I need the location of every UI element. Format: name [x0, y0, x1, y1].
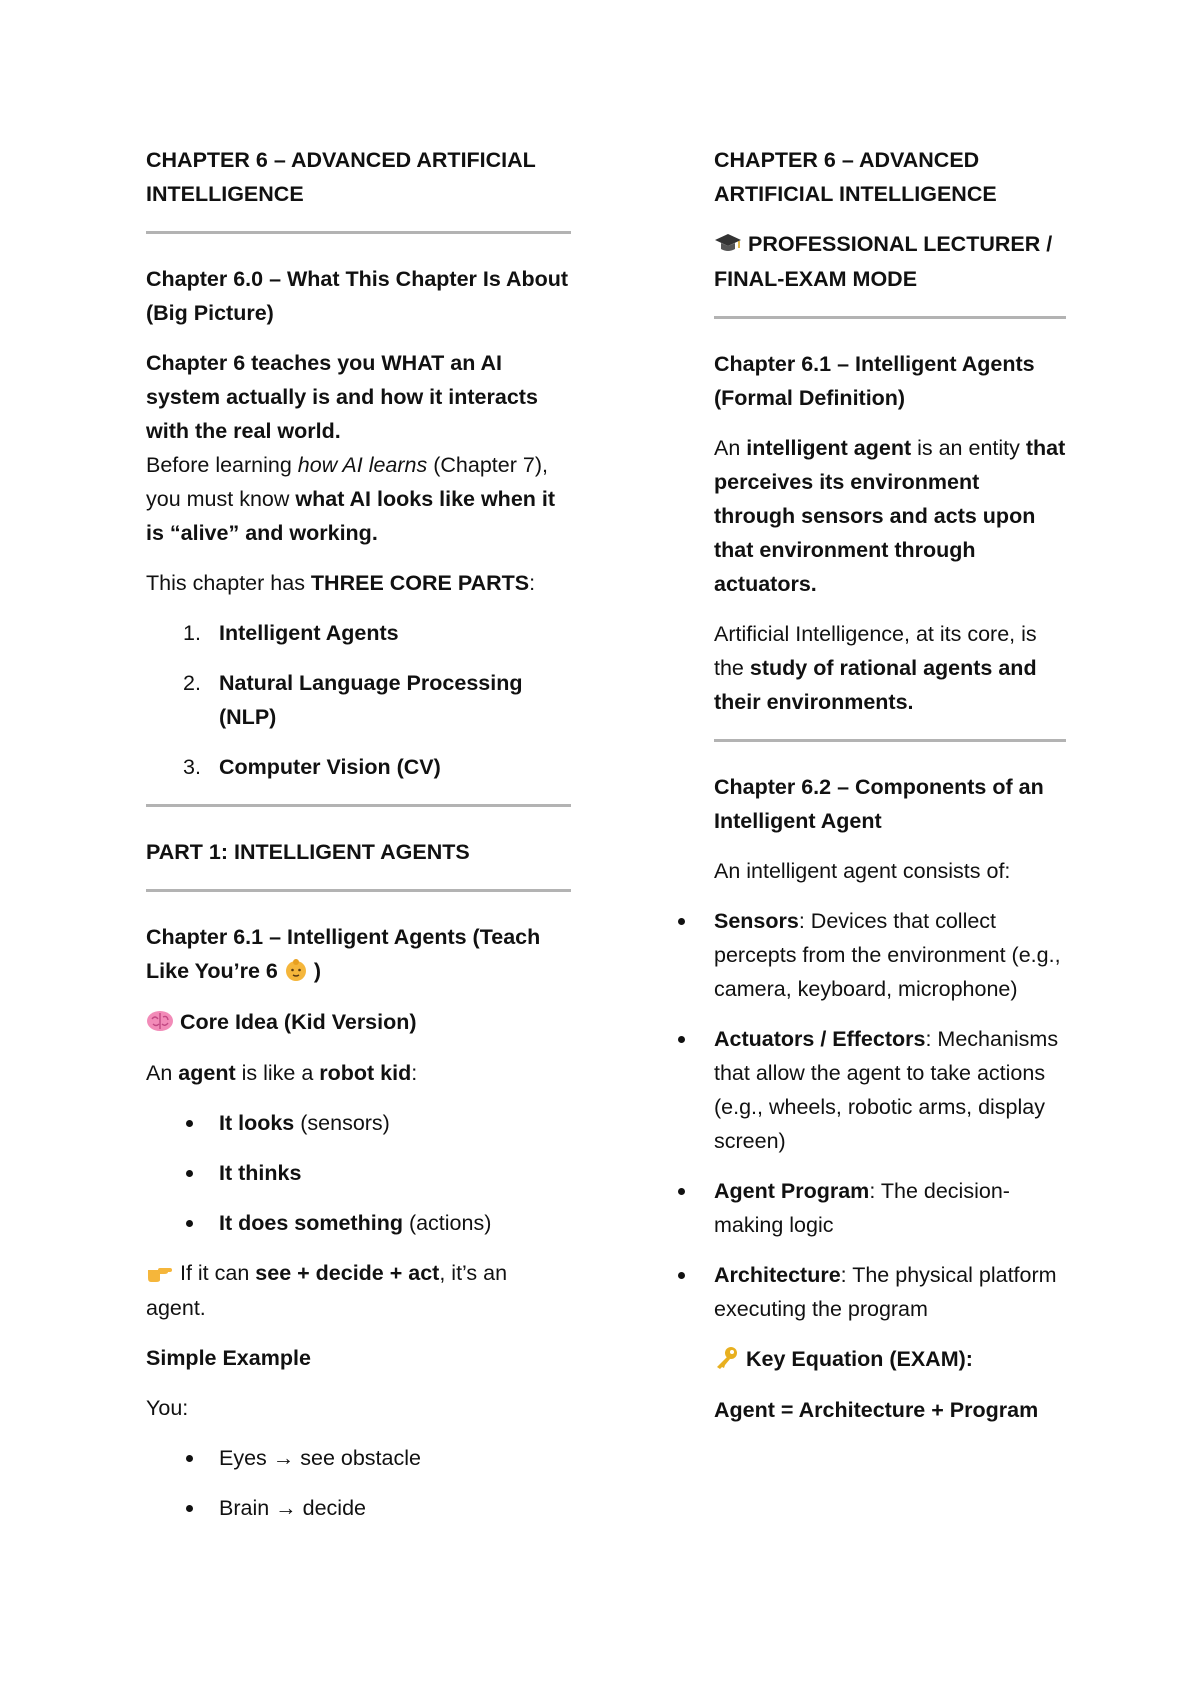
right-column — [714, 143, 1066, 1443]
core-parts-list — [146, 616, 571, 784]
list-item: Agent Program: The decision-making logic — [674, 1174, 1066, 1242]
left-column — [146, 143, 571, 1541]
agent-abilities-list — [146, 1106, 571, 1240]
you-label: You: — [146, 1396, 189, 1420]
simple-example-heading: Simple Example — [146, 1346, 311, 1370]
mode-heading: PROFESSIONAL LECTURER / FINAL-EXAM MODE — [714, 227, 1066, 296]
chapter-title: CHAPTER 6 – ADVANCED ARTIFICIAL INTELLIGENCE — [714, 148, 997, 206]
prerequisite-paragraph: Before learning how AI learns (Chapter 7), you must know what AI looks like when it is “alive” and working. — [146, 453, 556, 545]
parts-intro: This chapter has THREE CORE PARTS: — [146, 571, 536, 595]
components-list — [674, 904, 1066, 1326]
example-list — [146, 1441, 571, 1525]
graduation-cap-icon — [714, 228, 742, 262]
list-item: Eyes → see obstacle — [146, 1441, 571, 1475]
list-item: 2. Natural Language Processing (NLP) — [183, 671, 523, 729]
list-item: It thinks — [146, 1156, 571, 1190]
list-item: Architecture: The physical platform executing the program — [674, 1258, 1066, 1326]
list-item: Sensors: Devices that collect percepts from the environment (e.g., camera, keyboard, microphone) — [674, 904, 1066, 1006]
list-item: 1. Intelligent Agents — [183, 621, 399, 645]
agent-equation: Agent = Architecture + Program — [714, 1398, 1039, 1422]
key-equation-heading: Key Equation (EXAM): — [714, 1342, 1066, 1377]
components-intro: An intelligent agent consists of: — [714, 859, 1011, 883]
part-1-title: PART 1: INTELLIGENT AGENTS — [146, 840, 470, 864]
divider — [146, 231, 571, 234]
intro-statement: Chapter 6 teaches you WHAT an AI system actually is and how it interacts with the real world. — [146, 351, 538, 443]
list-item: Actuators / Effectors: Mechanisms that allow the agent to take actions (e.g., wheels, robotic arms, display screen) — [674, 1022, 1066, 1158]
list-item: It does something (actions) — [146, 1206, 571, 1240]
pointing-hand-icon — [146, 1257, 174, 1291]
agent-rule: If it can see + decide + act, it’s an agent. — [146, 1256, 571, 1325]
list-item: 3. Computer Vision (CV) — [183, 755, 441, 779]
divider — [146, 804, 571, 807]
agent-definition-kid: An agent is like a robot kid: — [146, 1061, 418, 1085]
key-icon — [714, 1343, 740, 1377]
chapter-title: CHAPTER 6 – ADVANCED ARTIFICIAL INTELLIGENCE — [146, 148, 536, 206]
baby-face-icon — [284, 955, 308, 989]
divider — [714, 739, 1066, 742]
section-6-0-heading: Chapter 6.0 – What This Chapter Is About (Big Picture) — [146, 267, 569, 325]
divider — [714, 316, 1066, 319]
divider — [146, 889, 571, 892]
section-6-2-heading: Chapter 6.2 – Components of an Intelligent Agent — [714, 775, 1044, 833]
core-idea-heading: Core Idea (Kid Version) — [146, 1005, 571, 1040]
section-6-1-formal-heading: Chapter 6.1 – Intelligent Agents (Formal Definition) — [714, 352, 1035, 410]
agent-formal-definition: An intelligent agent is an entity that perceives its environment through sensors and acts upon that environment through actuators. — [714, 436, 1066, 596]
brain-icon — [146, 1006, 174, 1040]
section-6-1-kid-heading: Chapter 6.1 – Intelligent Agents (Teach Like You’re 6 ) — [146, 920, 571, 989]
list-item: Brain → decide — [146, 1491, 571, 1525]
ai-definition: Artificial Intelligence, at its core, is the study of rational agents and their environments. — [714, 622, 1037, 714]
list-item: It looks (sensors) — [146, 1106, 571, 1140]
